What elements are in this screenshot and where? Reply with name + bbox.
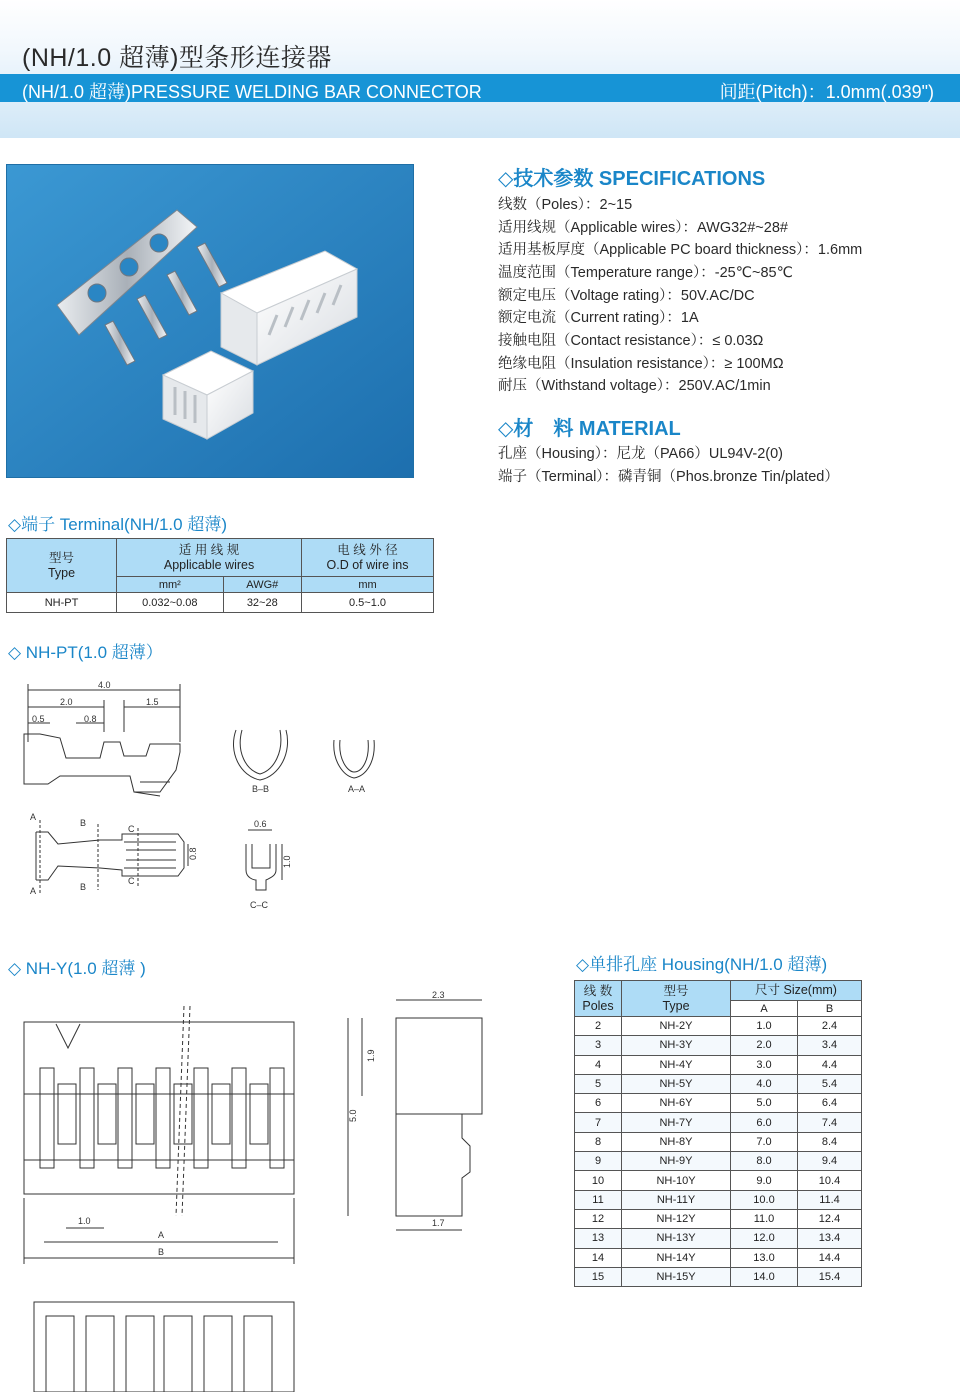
housing-heading: ◇单排孔座 Housing(NH/1.0 超薄) bbox=[576, 955, 828, 974]
table-row bbox=[575, 1190, 862, 1209]
cell-poles: 5 bbox=[575, 1074, 622, 1093]
label-b-bottom: B bbox=[80, 882, 87, 892]
housing-table bbox=[574, 980, 862, 1287]
cell-poles: 2 bbox=[575, 1017, 622, 1036]
cell-poles: 8 bbox=[575, 1132, 622, 1151]
cell-a: 4.0 bbox=[731, 1074, 798, 1093]
section-aa-label: A–A bbox=[348, 784, 366, 794]
cell-b: 7.4 bbox=[798, 1113, 862, 1132]
nhy-drawing bbox=[0, 986, 500, 1392]
label-c-bottom: C bbox=[128, 876, 135, 886]
cell-type: NH-7Y bbox=[622, 1113, 731, 1132]
product-photo bbox=[6, 164, 414, 478]
nhpt-drawing bbox=[0, 672, 460, 922]
cell-b: 13.4 bbox=[798, 1229, 862, 1248]
dim-height: 0.8 bbox=[188, 847, 198, 860]
table-row bbox=[7, 593, 434, 613]
cell-poles: 7 bbox=[575, 1113, 622, 1132]
spec-insulation-resistance: 绝缘电阻（Insulation resistance）：≥ 100MΩ bbox=[498, 356, 784, 372]
th-size: 尺寸 Size(mm) bbox=[731, 981, 862, 1001]
dim-top: 2.3 bbox=[432, 990, 445, 1000]
cell-b: 12.4 bbox=[798, 1209, 862, 1228]
material-heading: ◇材 料 MATERIAL bbox=[498, 418, 681, 440]
pitch-label: 间距(Pitch)：1.0mm(.039") bbox=[719, 82, 934, 102]
table-row bbox=[575, 1267, 862, 1286]
table-row bbox=[575, 1017, 862, 1036]
dim-bottom: 1.7 bbox=[432, 1218, 445, 1228]
table-row bbox=[575, 1113, 862, 1132]
cell-poles: 12 bbox=[575, 1209, 622, 1228]
cell-type: NH-13Y bbox=[622, 1229, 731, 1248]
cell-poles: 15 bbox=[575, 1267, 622, 1286]
terminal-table bbox=[6, 538, 434, 613]
cell-b: 5.4 bbox=[798, 1074, 862, 1093]
spec-voltage: 额定电压（Voltage rating）：50V.AC/DC bbox=[498, 288, 755, 304]
dim-b: 1.5 bbox=[146, 697, 159, 707]
cell-poles: 10 bbox=[575, 1171, 622, 1190]
cell-od: 0.5~1.0 bbox=[302, 593, 434, 613]
dim-a: 2.0 bbox=[60, 697, 73, 707]
cell-poles: 14 bbox=[575, 1248, 622, 1267]
spec-withstand-voltage: 耐压（Withstand voltage）：250V.AC/1min bbox=[498, 378, 771, 394]
spec-contact-resistance: 接触电阻（Contact resistance）：≤ 0.03Ω bbox=[498, 333, 764, 349]
th-poles: 线 数 Poles bbox=[575, 981, 622, 1017]
table-row bbox=[575, 1152, 862, 1171]
cell-a: 14.0 bbox=[731, 1267, 798, 1286]
th-unit-mm2: mm² bbox=[117, 577, 223, 593]
th-unit-awg: AWG# bbox=[223, 577, 301, 593]
th-od: 电 线 外 径 O.D of wire ins bbox=[302, 539, 434, 577]
cell-b: 10.4 bbox=[798, 1171, 862, 1190]
cell-type: NH-4Y bbox=[622, 1055, 731, 1074]
table-row bbox=[575, 1171, 862, 1190]
cell-type: NH-14Y bbox=[622, 1248, 731, 1267]
cell-b: 14.4 bbox=[798, 1248, 862, 1267]
table-row bbox=[575, 1094, 862, 1113]
material-terminal: 端子（Terminal）：磷青铜（Phos.bronze Tin/plated） bbox=[498, 469, 839, 485]
cell-a: 9.0 bbox=[731, 1171, 798, 1190]
page-subtitle: (NH/1.0 超薄)PRESSURE WELDING BAR CONNECTOR bbox=[22, 82, 482, 102]
table-row bbox=[575, 1229, 862, 1248]
cell-type: NH-8Y bbox=[622, 1132, 731, 1151]
cell-b: 9.4 bbox=[798, 1152, 862, 1171]
cell-b: 4.4 bbox=[798, 1055, 862, 1074]
product-photo-illustration bbox=[7, 165, 413, 477]
specs-heading: ◇技术参数 SPECIFICATIONS bbox=[498, 168, 766, 190]
cell-a: 10.0 bbox=[731, 1190, 798, 1209]
cell-b: 8.4 bbox=[798, 1132, 862, 1151]
spec-wires: 适用线规（Applicable wires）：AWG32#~28# bbox=[498, 220, 788, 236]
section-cc-label: C–C bbox=[250, 900, 269, 910]
dim-cc-height: 1.0 bbox=[282, 855, 292, 868]
dim-a-label: A bbox=[158, 1230, 165, 1240]
cell-poles: 11 bbox=[575, 1190, 622, 1209]
spec-current: 额定电流（Current rating）：1A bbox=[498, 310, 699, 326]
spec-pcb-thickness: 适用基板厚度（Applicable PC board thickness）：1.6mm bbox=[498, 242, 863, 258]
cell-b: 2.4 bbox=[798, 1017, 862, 1036]
cell-a: 7.0 bbox=[731, 1132, 798, 1151]
cell-a: 6.0 bbox=[731, 1113, 798, 1132]
cell-mm2: 0.032~0.08 bbox=[117, 593, 223, 613]
dim-pitch: 1.0 bbox=[78, 1216, 91, 1226]
cell-type: NH-10Y bbox=[622, 1171, 731, 1190]
cell-poles: 3 bbox=[575, 1036, 622, 1055]
page-title: (NH/1.0 超薄)型条形连接器 bbox=[22, 44, 332, 72]
th-type: 型号 Type bbox=[622, 981, 731, 1017]
cell-a: 1.0 bbox=[731, 1017, 798, 1036]
cell-b: 3.4 bbox=[798, 1036, 862, 1055]
cell-b: 6.4 bbox=[798, 1094, 862, 1113]
table-row bbox=[575, 1074, 862, 1093]
section-bb-label: B–B bbox=[252, 784, 270, 794]
table-row bbox=[575, 1248, 862, 1267]
cell-a: 12.0 bbox=[731, 1229, 798, 1248]
dim-total: 4.0 bbox=[98, 680, 111, 690]
dim-h1: 1.9 bbox=[366, 1049, 376, 1062]
cell-a: 8.0 bbox=[731, 1152, 798, 1171]
label-b-top: B bbox=[80, 818, 87, 828]
spec-poles: 线数（Poles）：2~15 bbox=[498, 197, 633, 213]
dim-cc-width: 0.6 bbox=[254, 819, 267, 829]
cell-type: NH-5Y bbox=[622, 1074, 731, 1093]
cell-type: NH-6Y bbox=[622, 1094, 731, 1113]
cell-b: 15.4 bbox=[798, 1267, 862, 1286]
cell-awg: 32~28 bbox=[223, 593, 301, 613]
table-row bbox=[575, 1036, 862, 1055]
cell-type: NH-PT bbox=[7, 593, 117, 613]
cell-poles: 6 bbox=[575, 1094, 622, 1113]
th-a: A bbox=[731, 1001, 798, 1017]
cell-poles: 9 bbox=[575, 1152, 622, 1171]
cell-type: NH-12Y bbox=[622, 1209, 731, 1228]
spec-temperature: 温度范围（Temperature range）：-25℃~85℃ bbox=[498, 265, 793, 281]
label-a-bottom: A bbox=[30, 886, 37, 896]
th-type: 型号 Type bbox=[7, 539, 117, 593]
dim-height: 5.0 bbox=[348, 1109, 358, 1122]
cell-a: 2.0 bbox=[731, 1036, 798, 1055]
dim-d: 0.8 bbox=[84, 714, 97, 724]
cell-a: 5.0 bbox=[731, 1094, 798, 1113]
cell-a: 3.0 bbox=[731, 1055, 798, 1074]
nhy-heading: ◇ NH-Y(1.0 超薄 ) bbox=[8, 959, 146, 978]
th-b: B bbox=[798, 1001, 862, 1017]
terminal-heading: ◇端子 Terminal(NH/1.0 超薄) bbox=[8, 515, 227, 534]
cell-type: NH-3Y bbox=[622, 1036, 731, 1055]
housing-rows bbox=[575, 1017, 862, 1287]
table-row bbox=[575, 1132, 862, 1151]
th-unit-mm: mm bbox=[302, 577, 434, 593]
cell-poles: 4 bbox=[575, 1055, 622, 1074]
table-row bbox=[575, 1209, 862, 1228]
cell-b: 11.4 bbox=[798, 1190, 862, 1209]
dim-c: 0.5 bbox=[32, 714, 45, 724]
cell-type: NH-15Y bbox=[622, 1267, 731, 1286]
cell-type: NH-11Y bbox=[622, 1190, 731, 1209]
cell-poles: 13 bbox=[575, 1229, 622, 1248]
cell-a: 11.0 bbox=[731, 1209, 798, 1228]
cell-type: NH-9Y bbox=[622, 1152, 731, 1171]
label-a-top: A bbox=[30, 812, 37, 822]
th-wires: 适 用 线 规 Applicable wires bbox=[117, 539, 302, 577]
cell-type: NH-2Y bbox=[622, 1017, 731, 1036]
label-c-top: C bbox=[128, 824, 135, 834]
cell-a: 13.0 bbox=[731, 1248, 798, 1267]
nhpt-heading: ◇ NH-PT(1.0 超薄） bbox=[8, 643, 163, 662]
dim-b-label: B bbox=[158, 1247, 165, 1257]
material-housing: 孔座（Housing）：尼龙（PA66）UL94V-2(0) bbox=[498, 446, 783, 462]
table-row bbox=[575, 1055, 862, 1074]
